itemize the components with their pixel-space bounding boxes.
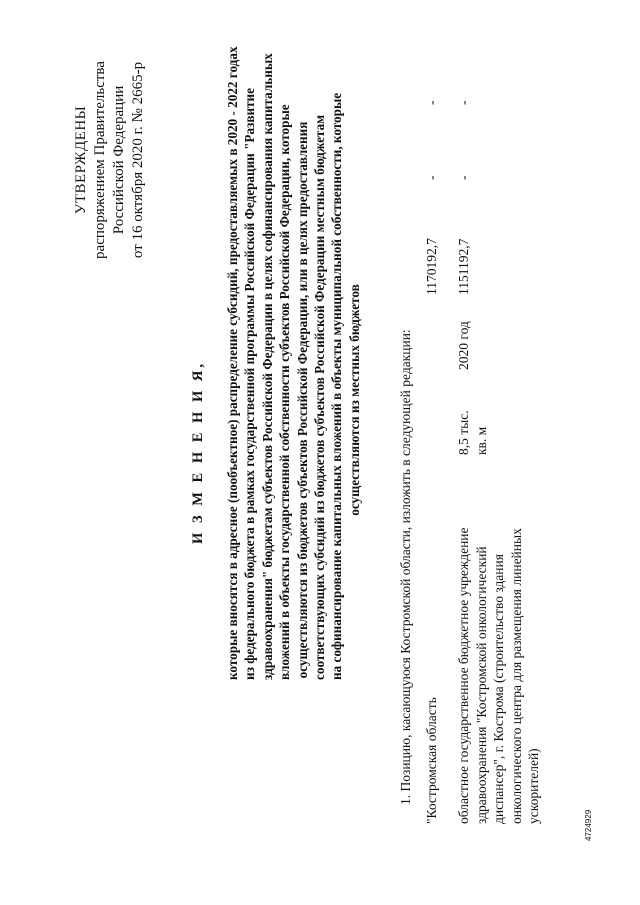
item-1-title: 1. Позицию, касающуюся Костромской области, изложить в следующей редакции: xyxy=(398,329,413,805)
approval-line-1: распоряжением Правительства xyxy=(92,61,108,259)
object-year: 2020 год xyxy=(456,321,471,370)
object-description-line: ускорителей) xyxy=(526,748,541,824)
object-capacity-line: кв. м xyxy=(473,426,489,455)
region-name: "Костромская область xyxy=(424,697,439,824)
intro-line: осуществляются из бюджетов субъектов Российской Федерации, или в целях предоставления xyxy=(294,121,310,679)
approval-line-3: от 16 октября 2020 г. № 2665-р xyxy=(130,61,146,259)
intro-line: которые вносятся в адресное (пообъектное) распределение субсидий, предоставляемых в 2020 - 2022 годах xyxy=(225,46,240,680)
object-description-line: областное государственное бюджетное учреждение xyxy=(456,527,471,824)
object-description-line: онкологического центра для размещения линейных xyxy=(508,528,524,824)
approval-line-2: Российской Федерации xyxy=(111,85,127,235)
region-col-2: - xyxy=(424,175,439,180)
intro-line: здравоохранения" бюджетам субъектов Российской Федерации в целях софинансирования капитальных xyxy=(259,53,275,680)
table-row-region xyxy=(424,0,444,905)
approval-stamp xyxy=(72,25,148,295)
document-number: 4724929 xyxy=(584,809,593,841)
intro-line: осуществляются из местных бюджетов xyxy=(346,284,362,516)
intro-line: на софинансирование капитальных вложений в объекты муниципальной собственности, которые xyxy=(329,92,345,680)
object-amount: 1151192,7 xyxy=(456,238,471,295)
object-col-3: - xyxy=(456,100,471,105)
object-capacity xyxy=(455,395,490,455)
object-description xyxy=(455,454,543,824)
region-amount: 1170192,7 xyxy=(424,238,439,295)
approval-title: УТВЕРЖДЕНЫ xyxy=(73,105,89,215)
object-description-line: здравоохранения "Костромской онкологический xyxy=(473,546,489,824)
object-capacity-line: 8,5 тыс. xyxy=(456,410,471,455)
document-heading: И З М Е Н Е Н И Я, xyxy=(190,361,206,544)
intro-line: соответствующих субсидий из бюджетов субъектов Российской Федерации местным бюджетам xyxy=(312,114,328,680)
region-col-3: - xyxy=(424,100,439,105)
object-col-2: - xyxy=(456,175,471,180)
intro-line: вложений в объекты государственной собственности субъектов Российской Федерации, которые xyxy=(277,104,293,680)
intro-line: из федерального бюджета в рамках государственной программы Российской Федерации "Развитие xyxy=(242,88,258,680)
document-intro xyxy=(224,46,363,680)
object-description-line: диспансер", г. Кострома (строительство здания xyxy=(491,554,506,824)
